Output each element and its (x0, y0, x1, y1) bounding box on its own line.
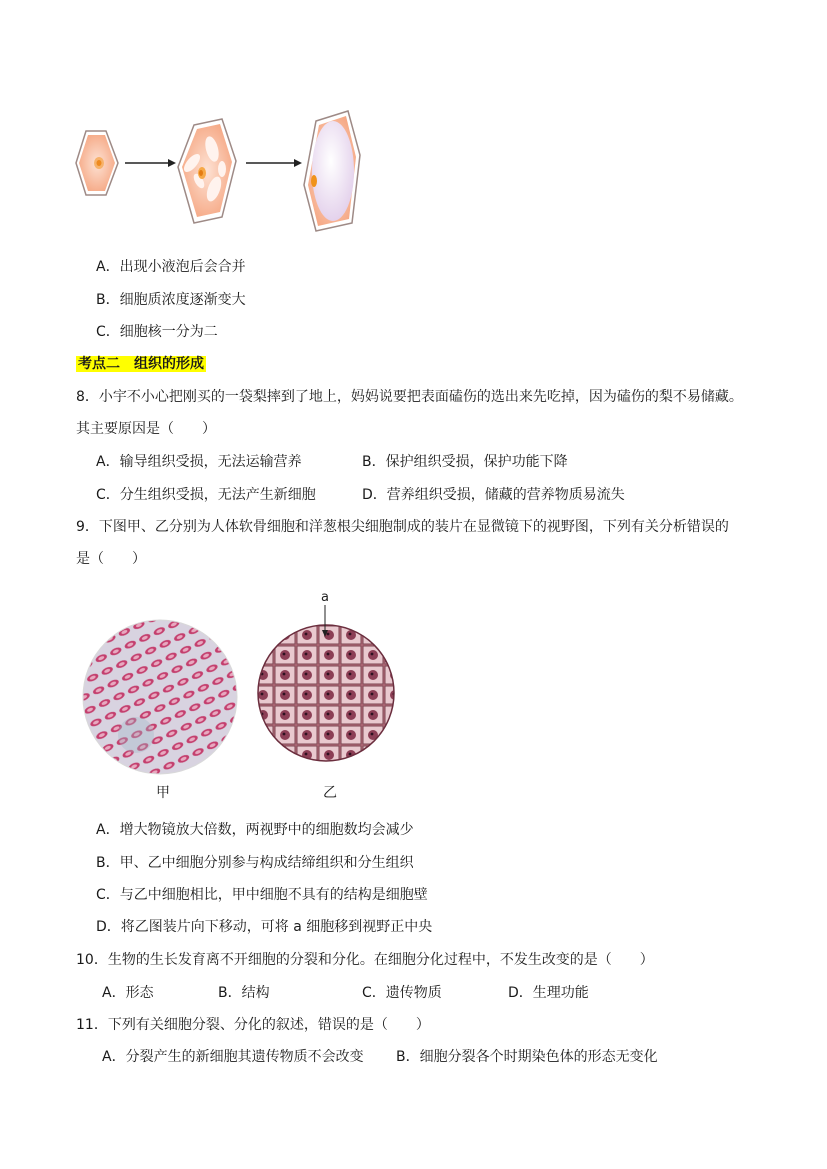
q9-stem-line2: 是（ ） (76, 551, 146, 567)
q7-option-a: A．出现小液泡后会合并 (96, 259, 246, 275)
small-cell (76, 131, 118, 195)
q9-option-c: C．与乙中细胞相比，甲中细胞不具有的结构是细胞壁 (96, 887, 428, 903)
q10-option-a: A．形态 (102, 985, 154, 1001)
q8-option-a: A．输导组织受损，无法运输营养 (96, 454, 302, 470)
q8-stem-line2: 其主要原因是（ ） (76, 421, 216, 437)
section-heading: 考点二 组织的形成 (78, 356, 204, 372)
q7-option-c: C．细胞核一分为二 (96, 324, 218, 340)
q11-stem: 11．下列有关细胞分裂、分化的叙述，错误的是（ ） (76, 1017, 430, 1033)
q8-option-d: D．营养组织受损，储藏的营养物质易流失 (362, 487, 625, 503)
caption-left: 甲 (156, 785, 170, 801)
q9-option-d: D．将乙图装片向下移动，可将 a 细胞移到视野正中央 (96, 919, 433, 935)
q10-stem: 10．生物的生长发育离不开细胞的分裂和分化。在细胞分化过程中，不发生改变的是（ ） (76, 952, 654, 968)
q11-option-b: B．细胞分裂各个时期染色体的形态无变化 (396, 1049, 658, 1065)
q11-option-a: A．分裂产生的新细胞其遗传物质不会改变 (102, 1049, 364, 1065)
q10-option-d: D．生理功能 (508, 985, 589, 1001)
medium-cell (178, 119, 236, 223)
q7-option-b: B．细胞质浓度逐渐变大 (96, 292, 246, 308)
q9-option-b: B．甲、乙中细胞分别参与构成结缔组织和分生组织 (96, 855, 414, 871)
q8-option-b: B．保护组织受损，保护功能下降 (362, 454, 568, 470)
large-cell (304, 111, 360, 231)
caption-right: 乙 (323, 785, 337, 801)
micrograph-figure (76, 585, 406, 785)
arrow-icon (246, 159, 302, 167)
q9-stem-line1: 9．下图甲、乙分别为人体软骨细胞和洋葱根尖细胞制成的装片在显微镜下的视野图，下列有关分析错误的 (76, 519, 729, 535)
arrow-icon (125, 159, 176, 167)
q9-option-a: A．增大物镜放大倍数，两视野中的细胞数均会减少 (96, 822, 414, 838)
q8-option-c: C．分生组织受损，无法产生新细胞 (96, 487, 316, 503)
cartilage-view (83, 620, 237, 774)
cell-growth-figure (70, 105, 370, 235)
root-tip-view (258, 625, 394, 761)
q8-stem-line1: 8．小宇不小心把刚买的一袋梨摔到了地上，妈妈说要把表面磕伤的选出来先吃掉，因为磕伤的梨不易储藏。 (76, 389, 743, 405)
q10-option-b: B．结构 (218, 985, 270, 1001)
label-a: a (321, 590, 329, 605)
q10-option-c: C．遗传物质 (362, 985, 442, 1001)
section-heading-wrapper (76, 354, 206, 374)
